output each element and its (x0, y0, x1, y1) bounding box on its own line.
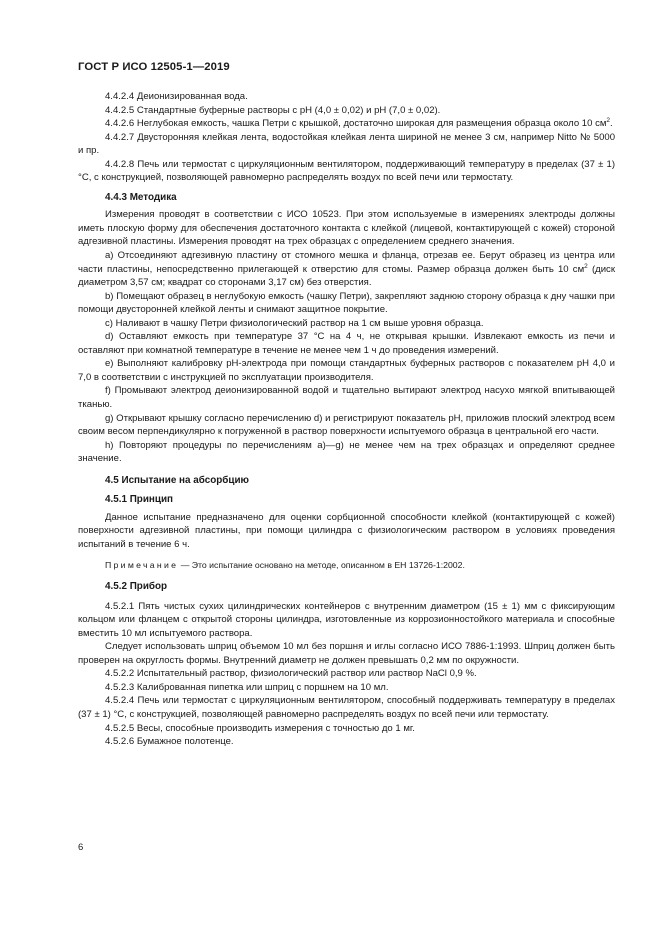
paragraph (78, 640, 615, 667)
paragraph-text: 4.4.2.5 Стандартные буферные растворы с рН (4,0 ± 0,02) и рН (7,0 ± 0,02). (105, 104, 441, 116)
superscript: 2 (606, 116, 611, 124)
note-paragraph (78, 559, 615, 573)
paragraph-text: 4.4.2.7 Двусторонняя клейкая лента, водостойкая клейкая лента шириной не менее 3 cм, например Nitto № 5000 и пр. (78, 131, 615, 157)
paragraph-text: d) Оставляют емкость при температуре 37 °С на 4 ч, не открывая крышки. Извлекают емкость из печи и оставляют при комнатной температуре в течение не менее чем 1 ч до проведения измерений. (78, 331, 615, 356)
document-body (78, 90, 615, 749)
section-heading: 4.4.3 Методика (105, 191, 177, 203)
paragraph (78, 357, 615, 384)
paragraph-text: 4.4.2.6 Неглубокая емкость, чашка Петри с крышкой, достаточно широкая для размещения образца около 10 см (105, 118, 607, 130)
paragraph (78, 90, 615, 104)
paragraph-text: h) Повторяют процедуры по перечислениям а)—g) не менее чем на трех образцах и определяют среднее значение. (78, 439, 615, 465)
paragraph-text: f) Промывают электрод деионизированной водой и тщательно вытирают электрод насухо мягкой впитывающей тканью. (78, 385, 615, 411)
paragraph-text: 4.4.2.4 Деионизированная вода. (105, 91, 248, 102)
note-label: Примечание (105, 559, 179, 570)
paragraph (78, 694, 615, 721)
paragraph (78, 600, 615, 641)
paragraph (78, 208, 615, 249)
paragraph-text: 4.4.2.8 Печь или термостат с циркуляционным вентилятором, поддерживающий температуру в пределах (37 ± 1) °С, с конструкцией, позволяющей равномерно распределять воздух по всей печи или термостату. (78, 158, 615, 184)
paragraph (78, 104, 615, 118)
paragraph-text: b) Помещают образец в неглубокую емкость (чашку Петри), закрепляют заднюю сторону образца к дну чашки при помощи двусторонней клейкой ленты и снимают защитное покрытие. (78, 290, 615, 316)
paragraph-text: 4.5.2.2 Испытательный раствор, физиологический раствор или раствор NaCl 0,9 %. (105, 668, 477, 680)
paragraph-text: с) Наливают в чашку Петри физиологический раствор на 1 см выше уровня образца. (105, 317, 484, 329)
paragraph (78, 667, 615, 681)
paragraph (78, 511, 615, 552)
paragraph (78, 412, 615, 439)
paragraph-text: 4.5.2.5 Весы, способные производить измерения с точностью до 1 мг. (105, 722, 415, 734)
paragraph-text: 4.5.2.3 Калиброванная пипетка или шприц с поршнем на 10 мл. (105, 681, 389, 693)
paragraph (78, 735, 615, 749)
paragraph (78, 722, 615, 736)
paragraph (78, 249, 615, 290)
paragraph (78, 290, 615, 317)
paragraph-text-tail: (диск диаметром 3,57 см; квадрат со сторонами 3,17 см) без отверстия. (78, 263, 616, 289)
page-number: 6 (78, 842, 84, 853)
paragraph (78, 384, 615, 411)
paragraph-text: 4.5.2.1 Пять чистых сухих цилиндрических контейнеров с внутренним диаметром (15 ± 1) мм с фиксирующим кольцом или фланцем с открытой стороны цилиндра, изготовленные из коррозионностойкого материала и способные вместить 10 мл испытуемого раствора. (78, 600, 615, 639)
paragraph (78, 117, 615, 131)
paragraph-text: 4.5.2.4 Печь или термостат с циркуляционным вентилятором, способный поддерживать температуру в пределах (37 ± 1) °С, с конструкцией, позволяющей равномерно распределять воздух по всей печи или термостату. (78, 695, 615, 720)
paragraph-text: е) Выполняют калибровку рН-электрода при помощи стандартных буферных растворов с показателем рН 4,0 и 7,0 в соответствии с инструкцией по эксплуатации производителя. (78, 358, 615, 383)
section-heading: 4.5 Испытание на абсорбцию (105, 474, 249, 486)
paragraph-text: Данное испытание предназначено для оценки сорбционной способности клейкой (контактирующей с кожей) поверхности адгезивной пластины, при помощи цилиндра с физиологическим раствором в условиях проведения испытаний в течение 6 ч. (78, 511, 615, 550)
paragraph (78, 317, 615, 331)
paragraph-text-tail: . (610, 118, 613, 130)
paragraph-text: 4.5.2.6 Бумажное полотенце. (105, 736, 234, 748)
paragraph-text: Измерения проводят в соответствии с ИСО 10523. При этом используемые в измерениях электроды должны иметь плоскую форму для обеспечения достаточного контакта с клейкой (лицевой, контактирующей с кожей) стороной адгезивной пластины. Измерения проводят на трех образцах с определением среднего значения. (78, 209, 615, 248)
paragraph (78, 330, 615, 357)
paragraph-text: Следует использовать шприц объемом 10 мл без поршня и иглы согласно ИСО 7886-1:1993. Шприц должен быть проверен на округлость формы. Внутренний диаметр не должен превышать 0,2 мм по окружности. (78, 641, 615, 666)
document-header: ГОСТ Р ИСО 12505-1—2019 (78, 61, 230, 73)
paragraph (78, 158, 615, 185)
paragraph-text: g) Открывают крышку согласно перечислению d) и регистрируют показатель рН, приложив плоский электрод всем своим весом перпендикулярно к погруженной в раствор поверхности испытуемого образца в центральной его части. (78, 412, 615, 438)
section-heading: 4.5.2 Прибор (105, 581, 168, 593)
note-text: — Это испытание основано на методе, описанном в EH 13726-1:2002. (178, 559, 465, 570)
section-heading: 4.5.1 Принцип (105, 494, 173, 506)
paragraph (78, 439, 615, 466)
paragraph (78, 131, 615, 158)
paragraph (78, 681, 615, 695)
paragraph-text: а) Отсоединяют адгезивную пластину от стомного мешка и фланца, отрезав ее. Берут образец из центра или части пластины, непосредственно прилегающей к отверстию для стомы. Размер образца должен быть 10 см (78, 250, 615, 275)
superscript: 2 (584, 262, 588, 270)
